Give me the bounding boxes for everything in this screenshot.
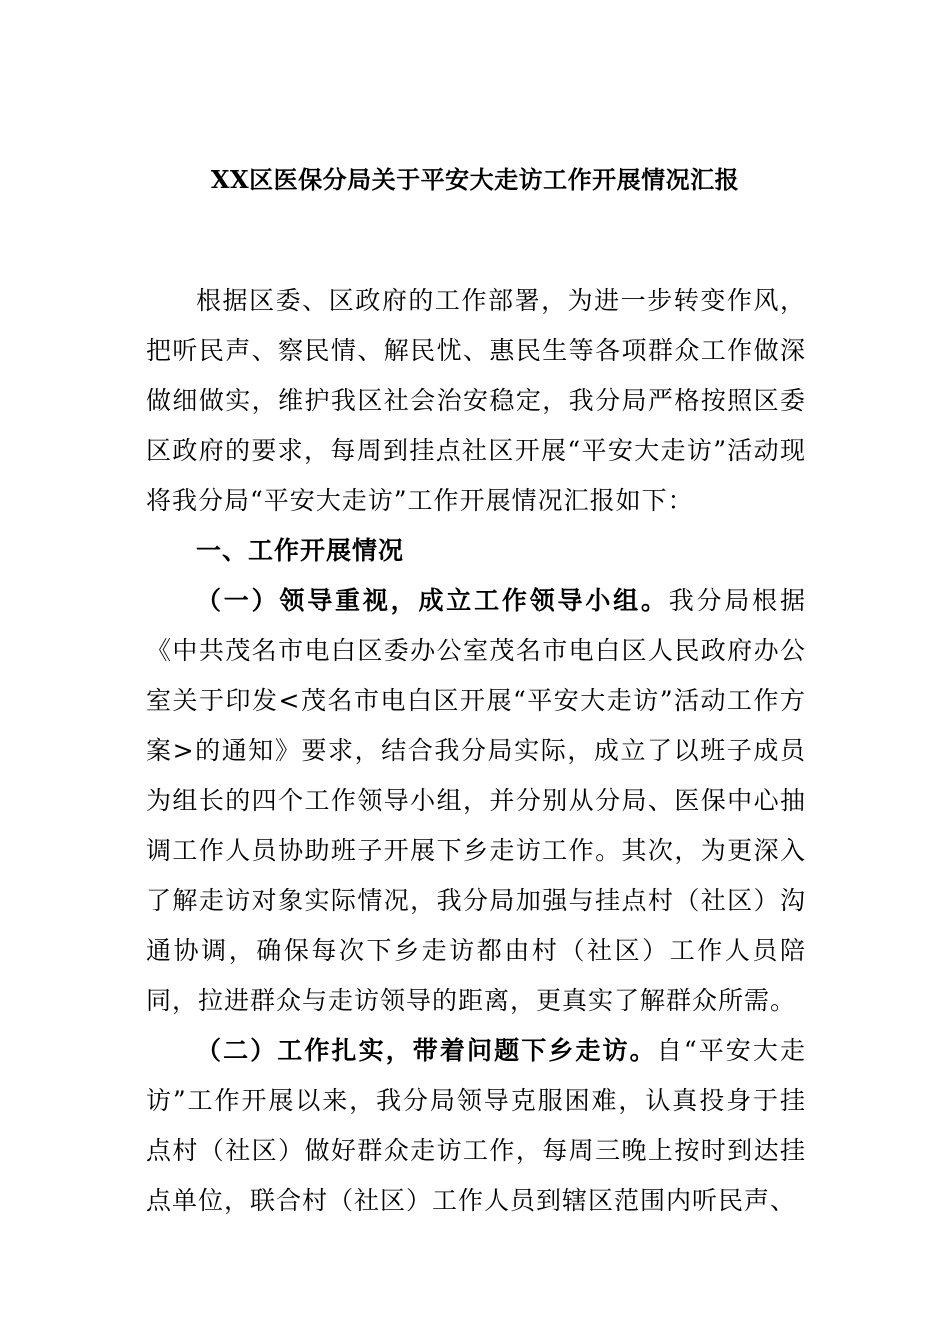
document-body — [146, 276, 806, 1226]
subsection-1-lead: （一）领导重视，成立工作领导小组。 — [196, 586, 669, 615]
section-heading-1 — [146, 526, 806, 576]
subsection-2-text: 自“平安大走访”工作开展以来，我分局领导克服困难，认真投身于挂点村（社区）做好群众走访工作，每周三晚上按时到达挂点单位，联合村（社区）工作人员到辖区范围内听民声、 — [146, 1036, 807, 1215]
subsection-1-text: 我分局根据《中共茂名市电白区委办公室茂名市电白区人民政府办公室关于印发<茂名市电白区开展“平安大走访”活动工作方案>的通知》要求，结合我分局实际，成立了以班子成员为组长的四个工作领导小组，并分别从分局、医保中心抽调工作人员协助班子开展下乡走访工作。其次，为更深入了解走访对象实际情况，我分局加强与挂点村（社区）沟通协调，确保每次下乡走访都由村（社区）工作人员陪同，拉进群众与走访领导的距离，更真实了解群众所需。 — [146, 586, 806, 1015]
intro-paragraph — [146, 276, 806, 526]
subsection-paragraph-1 — [146, 576, 806, 1026]
document-title: XX区医保分局关于平安大走访工作开展情况汇报 — [210, 165, 740, 194]
subsection-2-lead: （二）工作扎实，带着问题下乡走访。 — [196, 1036, 657, 1065]
subsection-paragraph-2 — [146, 1026, 806, 1226]
section-heading-1-text: 一、工作开展情况 — [196, 536, 405, 565]
intro-paragraph-text: 根据区委、区政府的工作部署，为进一步转变作风，把听民声、察民情、解民忧、惠民生等各项群众工作做深做细做实，维护我区社会治安稳定，我分局严格按照区委区政府的要求，每周到挂点社区开展“平安大走访”活动现将我分局“平安大走访”工作开展情况汇报如下： — [146, 286, 806, 515]
